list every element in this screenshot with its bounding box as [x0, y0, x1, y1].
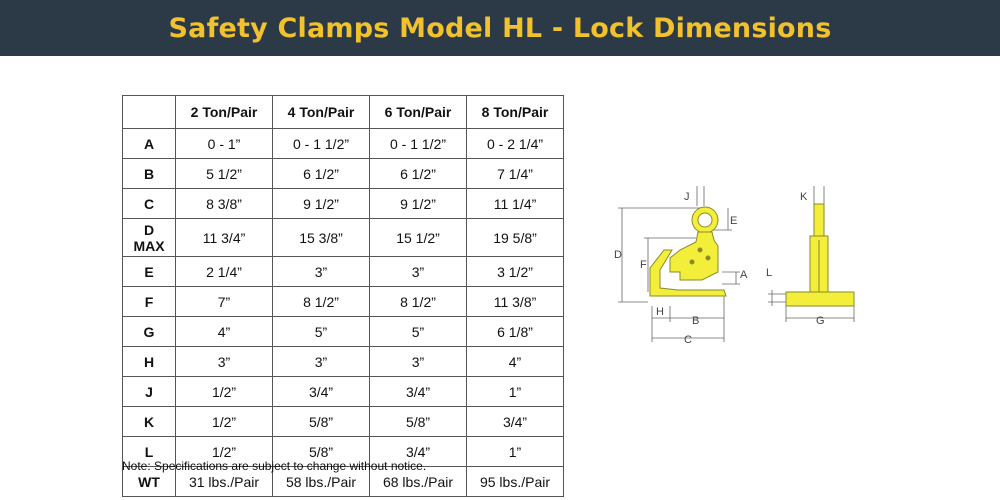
table-cell: 11 3/4”: [176, 219, 273, 257]
table-cell: 19 5/8”: [467, 219, 564, 257]
table-cell: 5 1/2”: [176, 159, 273, 189]
row-label: L: [123, 437, 176, 467]
table-cell: 0 - 1 1/2”: [273, 129, 370, 159]
table-cell: 0 - 2 1/4”: [467, 129, 564, 159]
table-cell: 15 3/8”: [273, 219, 370, 257]
table-row: [123, 377, 564, 407]
label-b: B: [692, 315, 700, 327]
table-cell: 11 3/8”: [467, 287, 564, 317]
row-label: A: [123, 129, 176, 159]
table-row: [123, 257, 564, 287]
header-banner: [0, 0, 1000, 56]
table-row: [123, 287, 564, 317]
label-a: A: [740, 269, 748, 281]
label-k: K: [800, 191, 808, 203]
table-cell: 3/4”: [370, 377, 467, 407]
table-cell: 4”: [176, 317, 273, 347]
row-label: WT: [123, 467, 176, 497]
footnote: Note: Specifications are subject to change without notice.: [122, 459, 427, 473]
table-cell: 2 1/4”: [176, 257, 273, 287]
label-g: G: [816, 315, 825, 327]
table-cell: 3”: [370, 347, 467, 377]
table-cell: 4”: [467, 347, 564, 377]
table-cell: 1”: [467, 377, 564, 407]
table-row: [123, 407, 564, 437]
table-cell: 8 1/2”: [273, 287, 370, 317]
label-d: D: [614, 249, 622, 261]
table-cell: 6 1/2”: [273, 159, 370, 189]
table-cell: 6 1/2”: [370, 159, 467, 189]
row-label: C: [123, 189, 176, 219]
corner-cell: [123, 96, 176, 129]
table-cell: 8 1/2”: [370, 287, 467, 317]
table-cell: 1”: [467, 437, 564, 467]
table-cell: 5”: [273, 317, 370, 347]
column-header: 8 Ton/Pair: [467, 96, 564, 129]
row-label: F: [123, 287, 176, 317]
label-e: E: [730, 215, 738, 227]
label-j: J: [684, 191, 690, 203]
clamp-front-view: [650, 207, 726, 296]
table-cell: 0 - 1”: [176, 129, 273, 159]
table-cell: 3”: [370, 257, 467, 287]
table-cell: 11 1/4”: [467, 189, 564, 219]
column-header: 4 Ton/Pair: [273, 96, 370, 129]
row-label: D MAX: [123, 219, 176, 257]
table-row: [123, 317, 564, 347]
page-title: Safety Clamps Model HL - Lock Dimensions: [168, 12, 832, 44]
label-h: H: [656, 306, 664, 318]
table-header-row: [123, 96, 564, 129]
table-row: [123, 347, 564, 377]
dimensions-table: [122, 95, 564, 497]
table-cell: 68 lbs./Pair: [370, 467, 467, 497]
table-row: [123, 189, 564, 219]
table-cell: 3”: [273, 347, 370, 377]
row-label: B: [123, 159, 176, 189]
table-row: [123, 159, 564, 189]
table-row: [123, 129, 564, 159]
table-cell: 3/4”: [467, 407, 564, 437]
table-cell: 1/2”: [176, 377, 273, 407]
table-cell: 5/8”: [273, 407, 370, 437]
table-cell: 31 lbs./Pair: [176, 467, 273, 497]
table-cell: 1/2”: [176, 407, 273, 437]
table-cell: 9 1/2”: [273, 189, 370, 219]
column-header: 2 Ton/Pair: [176, 96, 273, 129]
table-row: [123, 219, 564, 257]
clamp-side-view: [786, 204, 854, 306]
table-cell: 8 3/8”: [176, 189, 273, 219]
table-cell: 58 lbs./Pair: [273, 467, 370, 497]
table-cell: 7”: [176, 287, 273, 317]
row-label: K: [123, 407, 176, 437]
table-cell: 5”: [370, 317, 467, 347]
label-f: F: [640, 259, 647, 271]
table-cell: 15 1/2”: [370, 219, 467, 257]
row-label: J: [123, 377, 176, 407]
table-cell: 6 1/8”: [467, 317, 564, 347]
table-cell: 0 - 1 1/2”: [370, 129, 467, 159]
table-cell: 3”: [273, 257, 370, 287]
table-cell: 1/2”: [176, 437, 273, 467]
table-cell: 5/8”: [273, 437, 370, 467]
table-cell: 3/4”: [273, 377, 370, 407]
table-cell: 9 1/2”: [370, 189, 467, 219]
row-label: G: [123, 317, 176, 347]
dimension-labels: [614, 191, 825, 346]
table-cell: 5/8”: [370, 407, 467, 437]
row-label: H: [123, 347, 176, 377]
label-c: C: [684, 334, 692, 346]
clamp-diagram: [600, 180, 880, 350]
column-header: 6 Ton/Pair: [370, 96, 467, 129]
label-l: L: [766, 267, 773, 279]
row-label: E: [123, 257, 176, 287]
table-cell: 95 lbs./Pair: [467, 467, 564, 497]
table-cell: 3 1/2”: [467, 257, 564, 287]
table-cell: 3”: [176, 347, 273, 377]
table-cell: 3/4”: [370, 437, 467, 467]
table-cell: 7 1/4”: [467, 159, 564, 189]
